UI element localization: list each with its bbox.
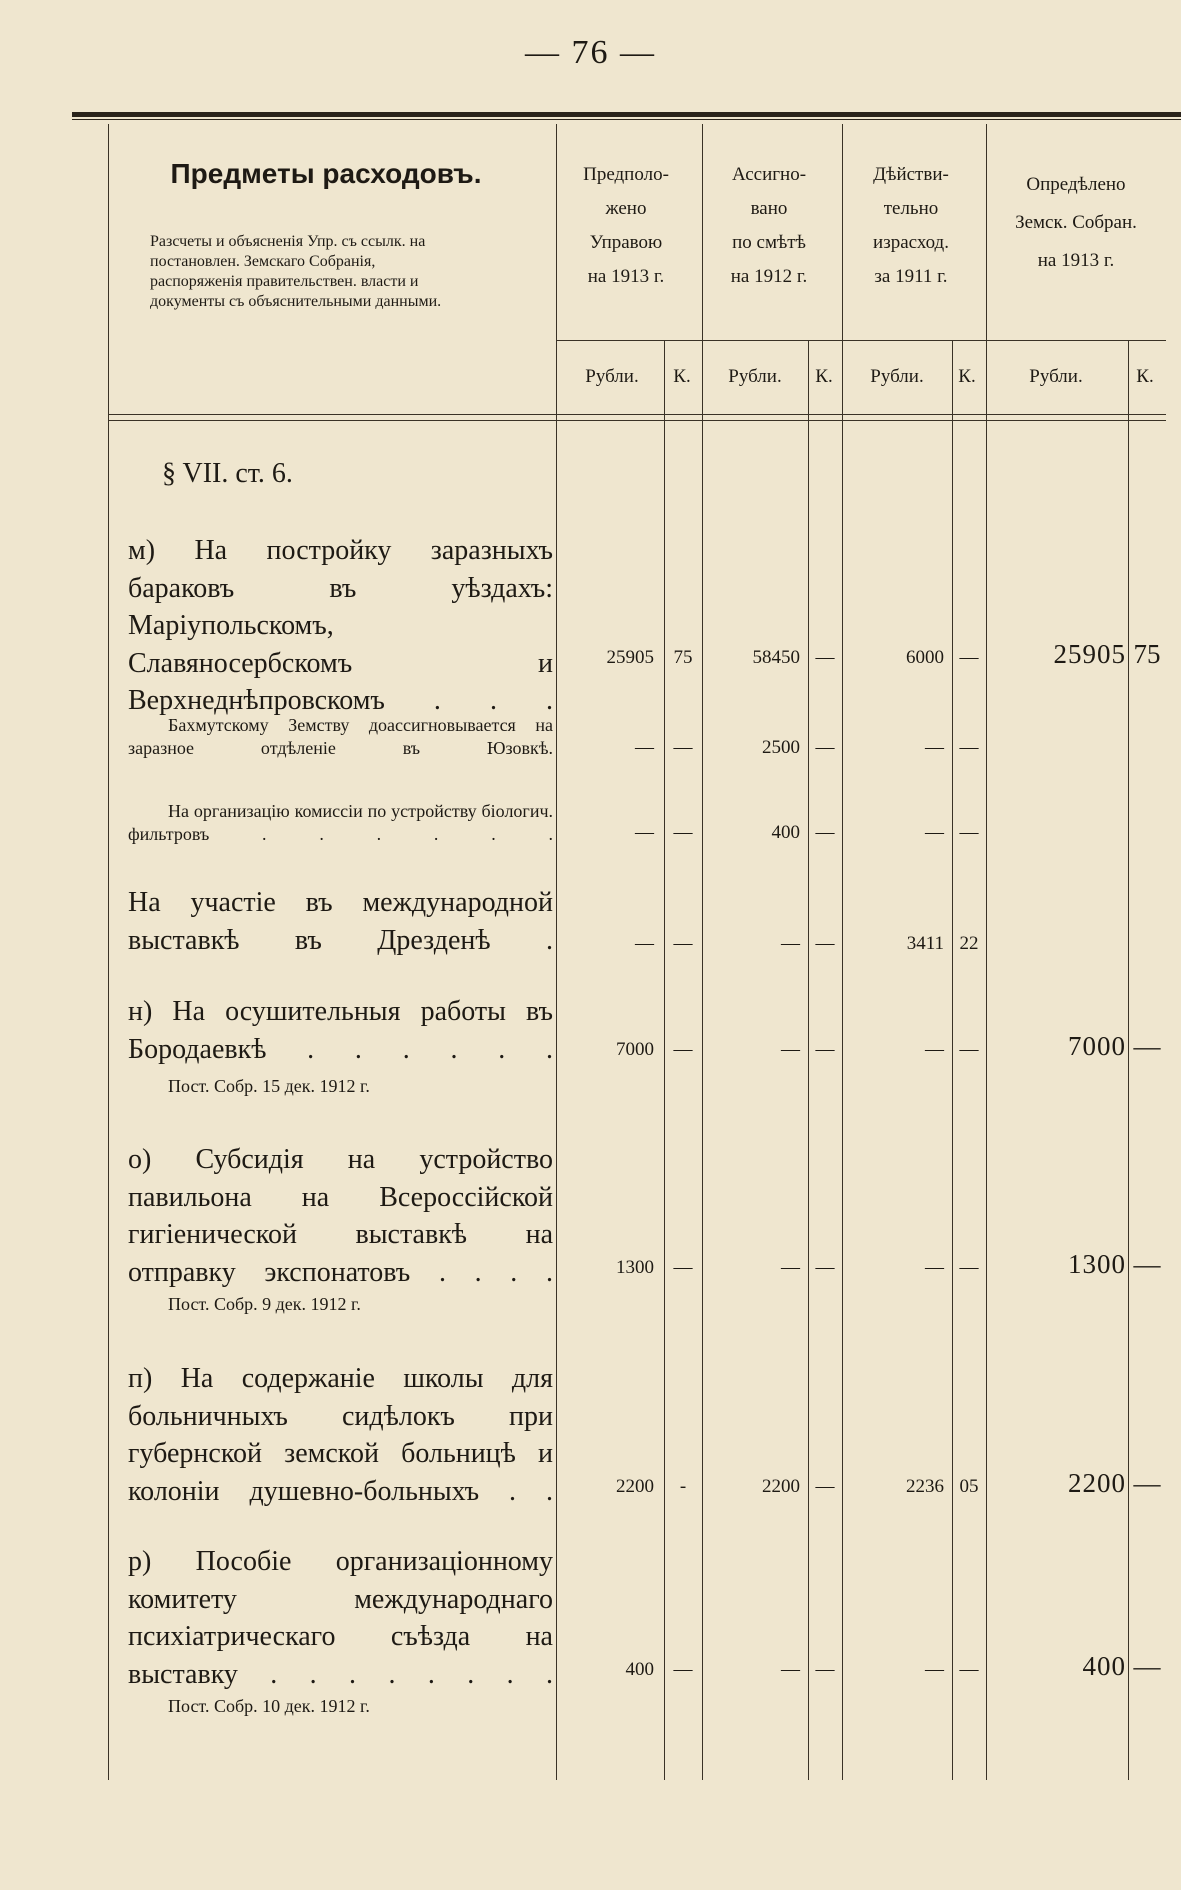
table-cell: — [781, 1257, 800, 1278]
column-rule [108, 124, 109, 1780]
table-cell: — [959, 822, 979, 843]
hdr-line: Управою [589, 232, 663, 253]
header-title: Предметы расходовъ. [170, 158, 482, 189]
table-cell: 400 [1082, 1651, 1126, 1681]
table-cell: — [635, 822, 654, 843]
entry-text: н) На осушительныя работы въ Бородаевкѣ . . . . . . [128, 996, 553, 1065]
table-cell: — [781, 1659, 800, 1680]
table-cell: — [635, 933, 654, 954]
page-number: — 76 — [525, 34, 656, 71]
unit-kop-3: К. [958, 366, 976, 387]
table-cell: — [815, 1257, 835, 1278]
table-cell: 1300 [1068, 1249, 1126, 1279]
col-header-assigned [702, 158, 836, 294]
unit-rub-2: Рубли. [728, 366, 782, 387]
unit-kop-2: К. [815, 366, 833, 387]
table-cell: — [925, 1257, 944, 1278]
table-cell: — [1133, 1031, 1161, 1061]
table-cell: 25905 [606, 647, 654, 668]
table-cell: 22 [959, 933, 979, 954]
hdr-line: Земск. Собран. [1015, 212, 1137, 233]
table-cell: — [959, 1257, 979, 1278]
table-cell: — [673, 1039, 693, 1060]
table-cell: — [925, 822, 944, 843]
table-cell: — [925, 1039, 944, 1060]
table-cell: — [673, 933, 693, 954]
col-header-determined [986, 166, 1166, 280]
hdr-line: на 1912 г. [730, 266, 808, 287]
table-cell: 6000 [906, 647, 944, 668]
hdr-line: вано [750, 198, 788, 219]
entry-text: р) Пособіе организаціонному комитету международнаго психіатрическаго съѣзда на выставку . . . . . . . . [128, 1546, 553, 1690]
header-subtitle: Разсчеты и объясненія Упр. съ ссылк. на постановлен. Земскаго Собранія, распоряженія правительствен. власти и документы съ объяснительными данными. [150, 233, 442, 310]
table-cell: - [679, 1476, 687, 1497]
col-header-spent [842, 158, 980, 294]
table-cell: — [781, 1039, 800, 1060]
table-cell: — [815, 822, 835, 843]
hdr-line: на 1913 г. [587, 266, 665, 287]
table-cell: 75 [1133, 639, 1161, 669]
unit-rub-1: Рубли. [585, 366, 639, 387]
table-cell: — [673, 737, 693, 758]
table-cell: — [815, 1476, 835, 1497]
table-cell: — [673, 1659, 693, 1680]
table-cell: 2200 [1068, 1468, 1126, 1498]
unit-rub-3: Рубли. [870, 366, 924, 387]
hdr-line: Опредѣлено [1026, 174, 1126, 195]
table-cell: 7000 [616, 1039, 654, 1060]
entry-text: Бахмутскому Земству доассигновывается на заразное отдѣленіе въ Юзовкѣ. [128, 715, 553, 758]
entry-note: Пост. Собр. 10 дек. 1912 г. [168, 1696, 370, 1716]
table-cell: — [635, 737, 654, 758]
table-cell: — [925, 737, 944, 758]
table-cell: — [815, 933, 835, 954]
table-cell: — [1133, 1468, 1161, 1498]
hdr-line: Ассигно- [731, 164, 807, 185]
unit-rub-4: Рубли. [1029, 366, 1083, 387]
hdr-line: тельно [883, 198, 939, 219]
table-cell: 2500 [762, 737, 800, 758]
table-cell: — [815, 647, 835, 668]
table-cell: 25905 [1053, 639, 1126, 669]
hdr-line: израсход. [873, 232, 949, 253]
table-cell: 400 [625, 1659, 654, 1680]
table-cell: 7000 [1068, 1031, 1126, 1061]
table-cell: — [1133, 1651, 1161, 1681]
hdr-line: на 1913 г. [1037, 250, 1115, 271]
table-cell: 58450 [752, 647, 800, 668]
table-cell: — [1133, 1249, 1161, 1279]
entry-text: На организацію комиссіи по устройству біологич. фильтровъ . . . . . . [128, 801, 553, 844]
table-cell: — [959, 1039, 979, 1060]
entry-note: Пост. Собр. 15 дек. 1912 г. [168, 1076, 370, 1096]
table-cell: 75 [673, 647, 693, 668]
unit-row-rule [556, 340, 1166, 341]
column-rule [556, 124, 557, 1780]
table-cell: 2236 [906, 1476, 944, 1497]
table-cell: — [959, 1659, 979, 1680]
section-heading: § VII. ст. 6. [162, 458, 293, 489]
entry-note: Пост. Собр. 9 дек. 1912 г. [168, 1294, 361, 1314]
table-cell: 05 [959, 1476, 979, 1497]
hdr-line: за 1911 г. [874, 266, 948, 287]
table-cell: — [959, 647, 979, 668]
table-cell: 1300 [616, 1257, 654, 1278]
hdr-line: Дѣйстви- [873, 164, 949, 185]
col-header-proposed [556, 158, 696, 294]
table-cell: 2200 [616, 1476, 654, 1497]
header-bottom-rule [108, 414, 1166, 415]
entry-text: п) На содержаніе школы для больничныхъ сидѣлокъ при губернской земской больницѣ и колоніи душевно-больныхъ . . [128, 1363, 553, 1507]
entry-text: о) Субсидія на устройство павильона на Всероссійской гигіенической выставкѣ на отправку экспонатовъ . . . . [128, 1144, 553, 1288]
entry-text: м) На постройку заразныхъ бараковъ въ уѣздахъ: Маріупольскомъ, Славяносербскомъ и Верхнеднѣпровскомъ . . . [128, 535, 553, 716]
unit-kop-4: К. [1136, 366, 1154, 387]
hdr-line: жено [605, 198, 647, 219]
table-cell: — [673, 1257, 693, 1278]
table-cell: — [781, 933, 800, 954]
table-cell: 2200 [762, 1476, 800, 1497]
table-cell: — [815, 737, 835, 758]
table-cell: — [673, 822, 693, 843]
table-cell: — [815, 1659, 835, 1680]
table-cell: — [959, 737, 979, 758]
hdr-line: Предполо- [583, 164, 669, 185]
table-cell: 3411 [906, 933, 944, 954]
table-cell: — [925, 1659, 944, 1680]
hdr-line: по смѣтѣ [732, 232, 806, 253]
entry-text: На участіе въ международной выставкѣ въ Дрезденѣ . [128, 887, 553, 956]
table-cell: — [815, 1039, 835, 1060]
header-bottom-rule [108, 420, 1166, 421]
header-rule [72, 112, 1181, 117]
header-rule-thin [72, 119, 1181, 120]
unit-kop-1: К. [673, 366, 691, 387]
table-cell: 400 [771, 822, 800, 843]
